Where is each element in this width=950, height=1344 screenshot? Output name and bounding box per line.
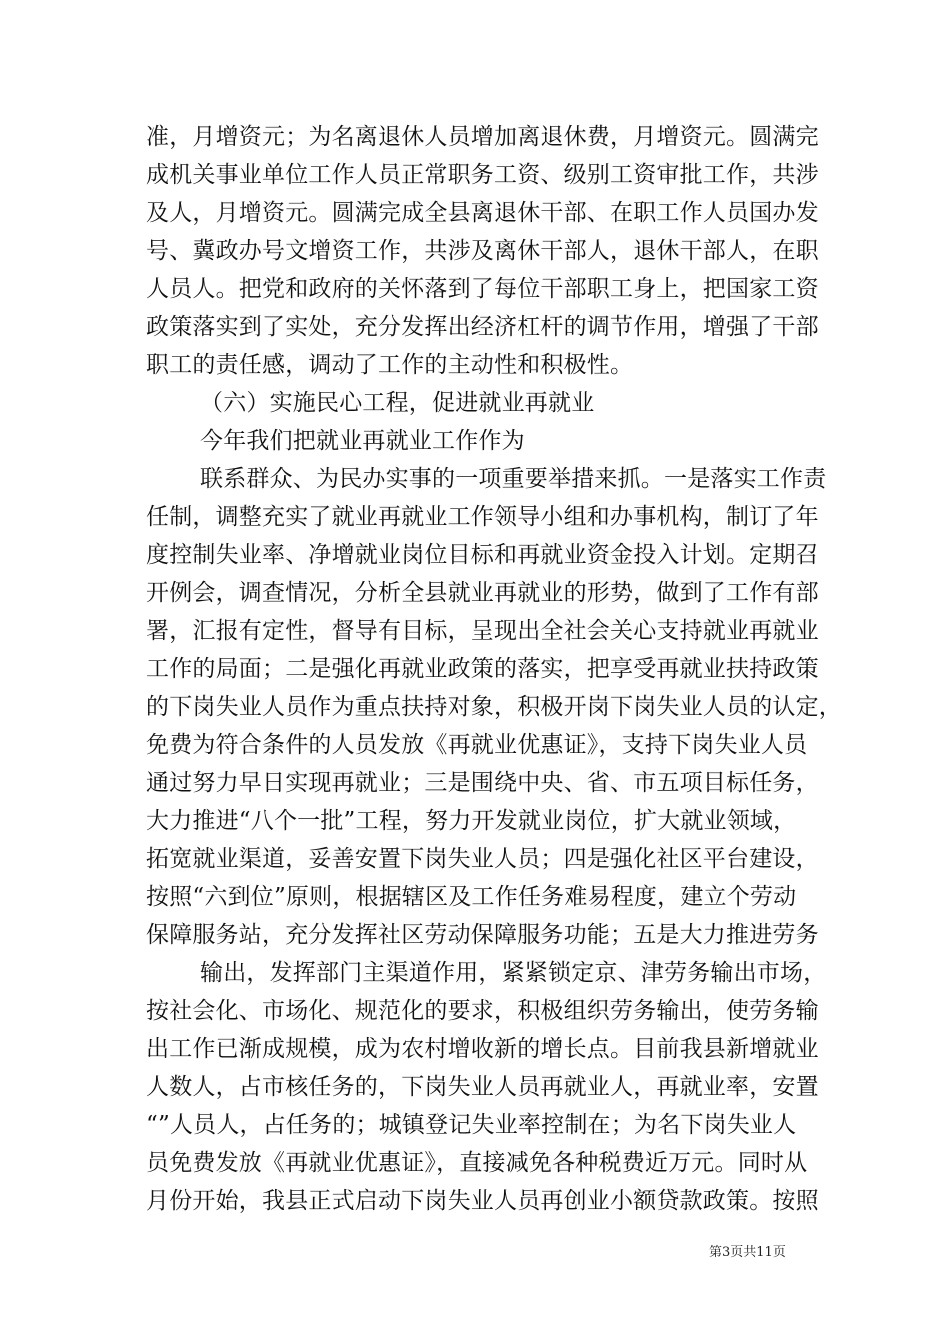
text-line: 按照“六到位”原则，根据辖区及工作任务难易程度，建立个劳动 (146, 884, 797, 910)
page-number: 第3页共11页 (709, 1245, 786, 1260)
text-line: 署，汇报有定性，督导有目标，呈现出全社会关心支持就业再就业 (146, 618, 819, 644)
text-line: 通过努力早日实现再就业；三是围绕中央、省、市五项目标任务， (146, 770, 819, 796)
text-line: 员免费发放《再就业优惠证》，直接减免各种税费近万元。同时从 (146, 1150, 808, 1176)
text-line: 保障服务站，充分发挥社区劳动保障服务功能；五是大力推进劳务 (146, 922, 819, 948)
text-line: 度控制失业率、净增就业岗位目标和再就业资金投入计划。定期召 (146, 542, 819, 568)
text-line: 成机关事业单位工作人员正常职务工资、级别工资审批工作，共涉 (146, 162, 819, 188)
text-line: 拓宽就业渠道，妥善安置下岗失业人员；四是强化社区平台建设， (146, 846, 819, 872)
text-line: 的下岗失业人员作为重点扶持对象，积极开岗下岗失业人员的认定， (146, 694, 842, 720)
text-line: 今年我们把就业再就业工作作为 (200, 428, 525, 454)
text-line: 号、冀政办号文增资工作，共涉及离休干部人，退休干部人，在职 (146, 238, 819, 264)
section-heading: （六）实施民心工程，促进就业再就业 (200, 390, 595, 416)
text-line: 开例会，调查情况，分析全县就业再就业的形势，做到了工作有部 (146, 580, 819, 606)
text-line: 联系群众、为民办实事的一项重要举措来抓。一是落实工作责 (200, 466, 827, 492)
text-line: 工作的局面；二是强化再就业政策的落实，把享受再就业扶持政策 (146, 656, 819, 682)
text-line: “”人员人，占任务的；城镇登记失业率控制在；为名下岗失业人 (146, 1112, 797, 1138)
text-line: 职工的责任感，调动了工作的主动性和积极性。 (146, 352, 634, 378)
text-line: 及人，月增资元。圆满完成全县离退休干部、在职工作人员国办发 (146, 200, 819, 226)
text-line: 按社会化、市场化、规范化的要求，积极组织劳务输出，使劳务输 (146, 998, 819, 1024)
text-line: 任制，调整充实了就业再就业工作领导小组和办事机构，制订了年 (146, 504, 819, 530)
text-line: 月份开始，我县正式启动下岗失业人员再创业小额贷款政策。按照 (146, 1188, 819, 1214)
text-line: 输出，发挥部门主渠道作用，紧紧锁定京、津劳务输出市场， (200, 960, 827, 986)
text-line: 免费为符合条件的人员发放《再就业优惠证》，支持下岗失业人员 (146, 732, 808, 758)
text-line: 人数人，占市核任务的，下岗失业人员再就业人，再就业率，安置 (146, 1074, 819, 1100)
text-line: 出工作已渐成规模，成为农村增收新的增长点。目前我县新增就业 (146, 1036, 819, 1062)
text-line: 人员人。把党和政府的关怀落到了每位干部职工身上，把国家工资 (146, 276, 819, 302)
text-line: 大力推进“八个一批”工程，努力开发就业岗位，扩大就业领域， (146, 808, 797, 834)
text-line: 政策落实到了实处，充分发挥出经济杠杆的调节作用，增强了干部 (146, 314, 819, 340)
text-line: 准，月增资元；为名离退休人员增加离退休费，月增资元。圆满完 (146, 124, 819, 150)
